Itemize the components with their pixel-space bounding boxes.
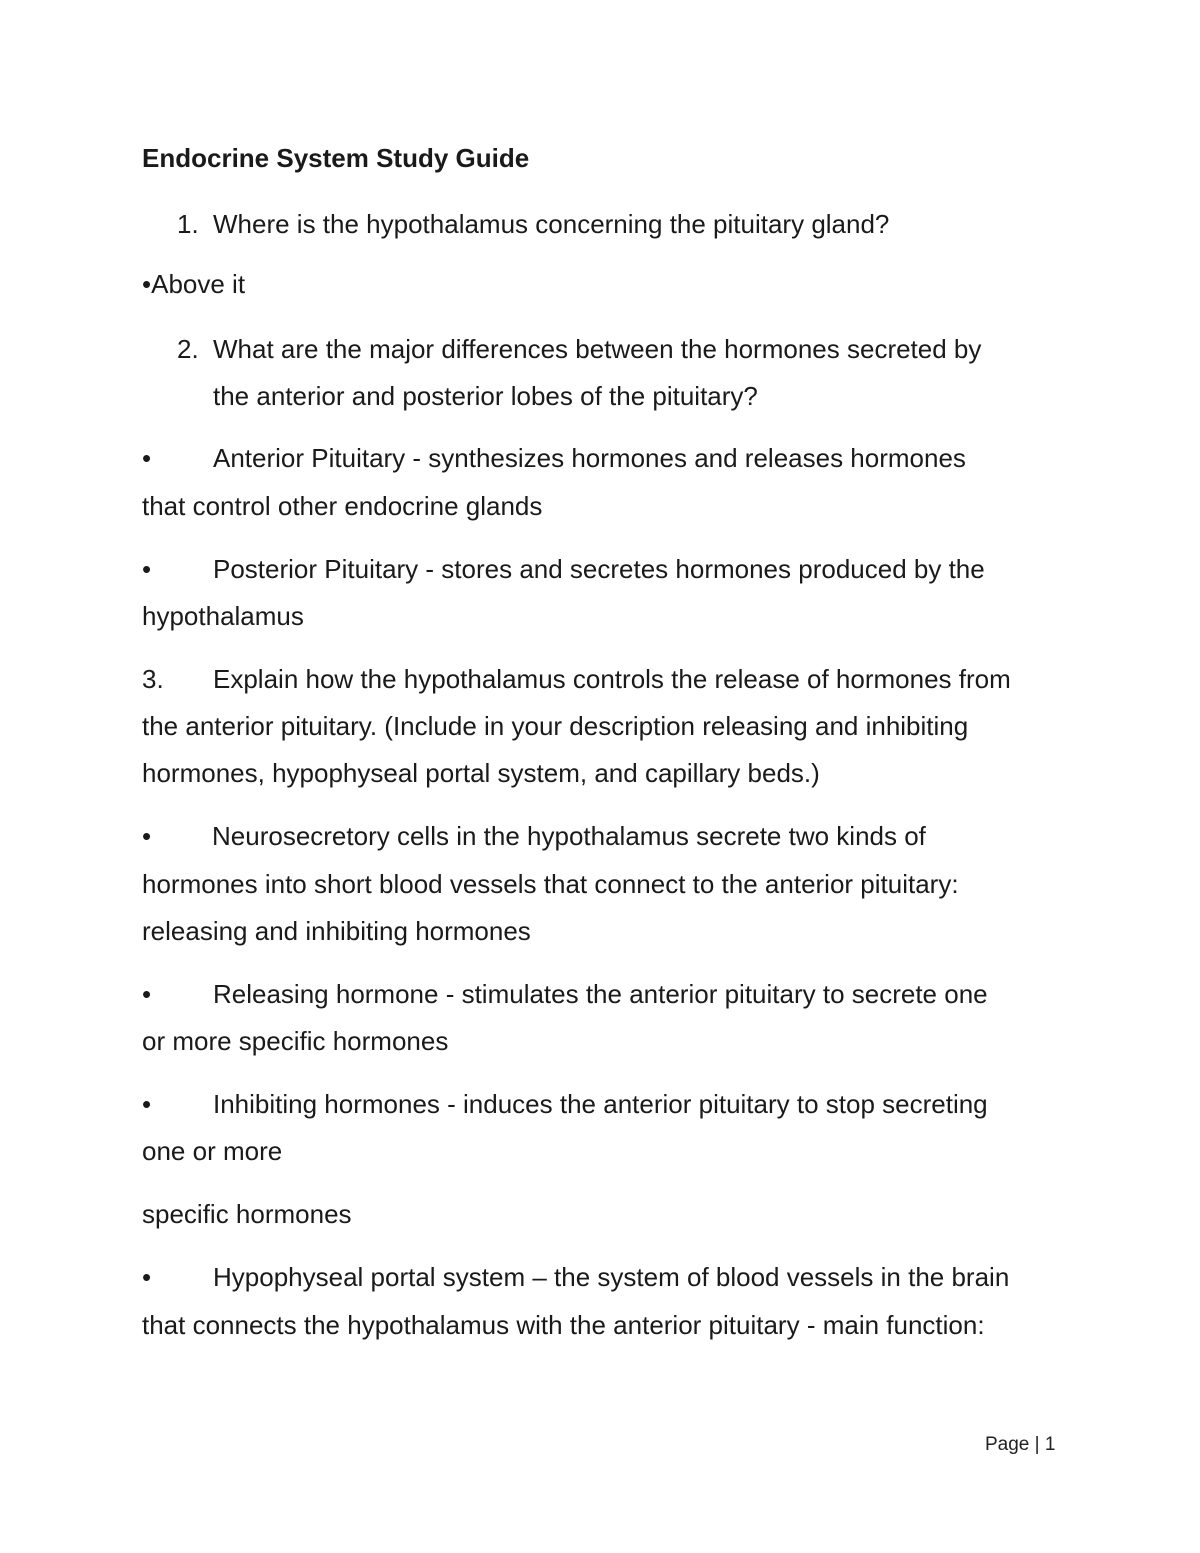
question-2-line2: the anterior and posterior lobes of the pituitary? xyxy=(213,381,758,411)
hypophyseal-portal-line1: Hypophyseal portal system – the system of blood vessels in the brain xyxy=(213,1262,1010,1292)
inhibiting-hormones-line1: Inhibiting hormones - induces the anterior pituitary to stop secreting xyxy=(213,1089,988,1119)
bullet-marker: • xyxy=(142,821,152,851)
bullet-marker: • xyxy=(142,554,152,584)
question-3-line3: hormones, hypophyseal portal system, and capillary beds.) xyxy=(142,758,820,788)
question-3-number: 3. xyxy=(142,664,164,694)
document-title: Endocrine System Study Guide xyxy=(142,143,530,173)
question-2-number: 2. xyxy=(177,334,199,364)
bullet-marker: • xyxy=(142,979,152,1009)
bullet-marker: • xyxy=(142,1089,152,1119)
hypophyseal-portal-line2: that connects the hypothalamus with the anterior pituitary - main function: xyxy=(142,1310,985,1340)
posterior-pituitary-line2: hypothalamus xyxy=(142,601,304,631)
inhibiting-hormones-continuation: specific hormones xyxy=(142,1199,352,1229)
question-1-number: 1. xyxy=(177,209,199,239)
question-3-line1: Explain how the hypothalamus controls the release of hormones from xyxy=(213,664,1011,694)
anterior-pituitary-line1: Anterior Pituitary - synthesizes hormones and releases hormones xyxy=(213,443,966,473)
releasing-hormone-line2: or more specific hormones xyxy=(142,1026,449,1056)
question-1-text: Where is the hypothalamus concerning the pituitary gland? xyxy=(213,209,890,239)
neurosecretory-line1: Neurosecretory cells in the hypothalamus secrete two kinds of xyxy=(212,821,926,851)
inhibiting-hormones-line2: one or more xyxy=(142,1136,283,1166)
bullet-marker: • xyxy=(142,443,152,473)
releasing-hormone-line1: Releasing hormone - stimulates the anterior pituitary to secrete one xyxy=(213,979,988,1009)
posterior-pituitary-line1: Posterior Pituitary - stores and secretes hormones produced by the xyxy=(213,554,985,584)
neurosecretory-line2: hormones into short blood vessels that connect to the anterior pituitary: xyxy=(142,869,959,899)
page-number-footer: Page | 1 xyxy=(985,1434,1056,1455)
anterior-pituitary-line2: that control other endocrine glands xyxy=(142,491,543,521)
question-2-line1: What are the major differences between the hormones secreted by xyxy=(213,334,982,364)
bullet-marker: • xyxy=(142,1262,152,1292)
question-3-line2: the anterior pituitary. (Include in your description releasing and inhibiting xyxy=(142,711,969,741)
neurosecretory-line3: releasing and inhibiting hormones xyxy=(142,916,531,946)
question-1-answer: •Above it xyxy=(142,269,246,299)
